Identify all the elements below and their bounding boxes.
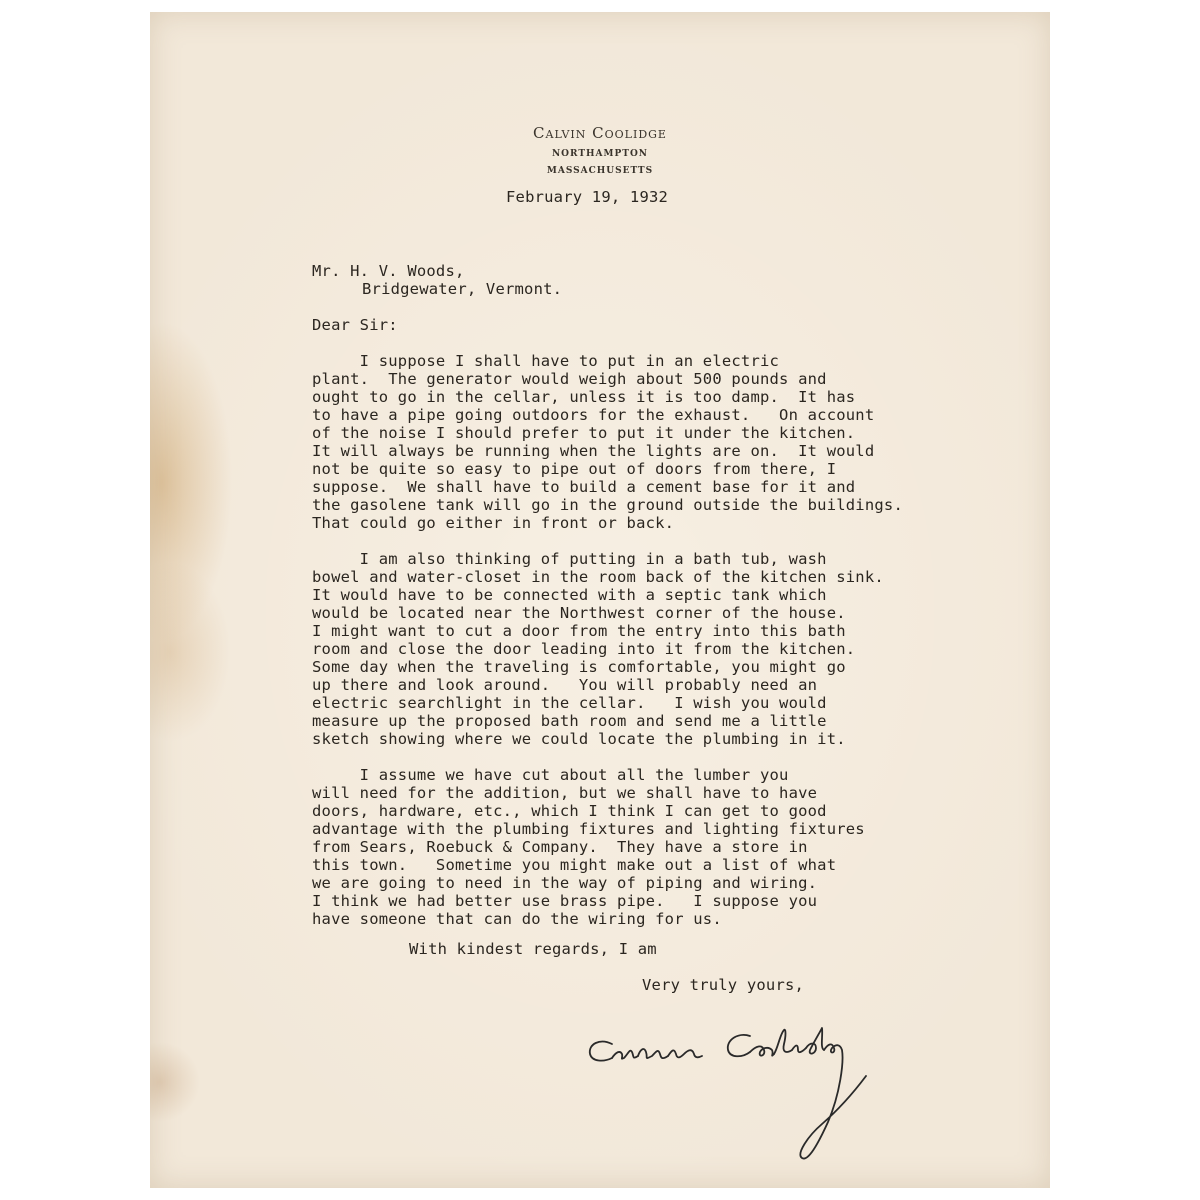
recipient-name: Mr. H. V. Woods, xyxy=(312,262,465,280)
body-paragraph-3: I assume we have cut about all the lumber you will need for the addition, but we shall have to have doors, hardware, etc., which I think I can get to good advantage with the plumbing fixtures and lighting fixtures from Sears, Roebuck & Company. They have a store in this town. Sometime you might make out a list of what we are going to need in the way of piping and wiring. I think we had better use brass pipe. I suppose you have someone that can do the wiring for us. xyxy=(312,766,865,928)
closing-valediction: Very truly yours, xyxy=(642,976,805,994)
body-paragraph-1: I suppose I shall have to put in an electric plant. The generator would weigh about 500 pounds and ought to go in the cellar, unless it is too damp. It has to have a pipe going outdoors for the exhaust. On account of the noise I should prefer to put it under the kitchen. It will always be running when the lights are on. It would not be quite so easy to pipe out of doors from there, I suppose. We shall have to build a cement base for it and the gasolene tank will go in the ground outside the buildings. That could go either in front or back. xyxy=(312,352,903,532)
letter-paper xyxy=(150,12,1050,1188)
recipient-location: Bridgewater, Vermont. xyxy=(362,280,563,298)
letterhead-city: NORTHAMPTON xyxy=(551,149,649,159)
letter-date: February 19, 1932 xyxy=(506,188,669,206)
handwritten-signature xyxy=(582,1022,902,1172)
body-paragraph-2: I am also thinking of putting in a bath tub, wash bowel and water-closet in the room back of the kitchen sink. It would have to be connected with a septic tank which would be located near the Northwest corner of the house. I might want to cut a door from the entry into this bath room and close the door leading into it from the kitchen. Some day when the traveling is comfortable, you might go up there and look around. You will probably need an electric searchlight in the cellar. I wish you would measure up the proposed bath room and send me a little sketch showing where we could locate the plumbing in it. xyxy=(312,550,884,748)
closing-regards: With kindest regards, I am xyxy=(409,940,657,958)
letterhead-name: Calvin Coolidge xyxy=(533,124,667,142)
letterhead-state: MASSACHUSETTS xyxy=(546,166,654,176)
salutation: Dear Sir: xyxy=(312,316,398,334)
